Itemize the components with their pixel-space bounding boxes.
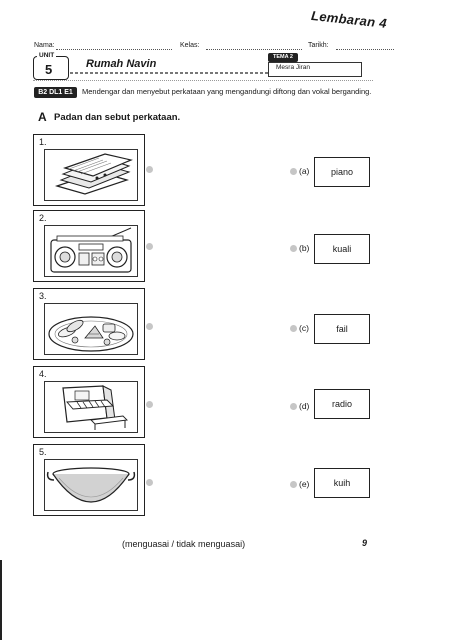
section-title: Padan dan sebut perkataan. bbox=[54, 112, 181, 123]
match-dot-left-5[interactable] bbox=[146, 479, 153, 486]
date-field[interactable] bbox=[336, 49, 394, 50]
match-dot-left-3[interactable] bbox=[146, 323, 153, 330]
match-dot-left-1[interactable] bbox=[146, 166, 153, 173]
item-panel-3 bbox=[33, 288, 145, 360]
option-label-b: (b) bbox=[299, 243, 310, 253]
student-info-row bbox=[34, 42, 394, 56]
piano-icon bbox=[44, 381, 138, 433]
item-panel-2 bbox=[33, 210, 145, 282]
word-box-d: radio bbox=[314, 389, 370, 419]
scan-edge bbox=[0, 560, 2, 640]
word-box-a: piano bbox=[314, 157, 370, 187]
section-letter: A bbox=[38, 110, 47, 124]
item-number: 5. bbox=[39, 447, 47, 457]
header-divider bbox=[33, 80, 373, 81]
unit-number: 5 bbox=[45, 62, 53, 77]
match-dot-right-b[interactable] bbox=[290, 245, 297, 252]
option-label-e: (e) bbox=[299, 479, 310, 489]
match-dot-right-d[interactable] bbox=[290, 403, 297, 410]
item-number: 1. bbox=[39, 137, 47, 147]
item-number: 4. bbox=[39, 369, 47, 379]
item-panel-1 bbox=[33, 134, 145, 206]
word-box-e: kuih bbox=[314, 468, 370, 498]
option-label-a: (a) bbox=[299, 166, 310, 176]
instruction-code-badge: B2 DL1 E1 bbox=[34, 87, 77, 98]
name-field[interactable] bbox=[56, 49, 172, 50]
unit-label: UNIT bbox=[39, 52, 55, 59]
radio-icon bbox=[44, 225, 138, 277]
class-field[interactable] bbox=[206, 49, 302, 50]
class-label: Kelas: bbox=[180, 42, 200, 49]
match-dot-left-4[interactable] bbox=[146, 401, 153, 408]
name-label: Nama: bbox=[34, 42, 55, 49]
sheet-title: Lembaran 4 bbox=[310, 8, 388, 31]
item-number: 3. bbox=[39, 291, 47, 301]
match-dot-right-e[interactable] bbox=[290, 481, 297, 488]
title-underline bbox=[70, 72, 270, 74]
date-label: Tarikh: bbox=[308, 42, 329, 49]
option-label-c: (c) bbox=[299, 323, 309, 333]
page-number: 9 bbox=[362, 538, 368, 548]
instruction-text: Mendengar dan menyebut perkataan yang mengandungi diftong dan vokal berganding. bbox=[82, 87, 372, 96]
match-dot-left-2[interactable] bbox=[146, 243, 153, 250]
kuali-icon bbox=[44, 459, 138, 511]
file-folder-icon bbox=[44, 149, 138, 201]
tema-badge: TEMA 2 bbox=[268, 53, 298, 62]
kuih-icon bbox=[44, 303, 138, 355]
match-dot-right-c[interactable] bbox=[290, 325, 297, 332]
mastery-status: (menguasai / tidak menguasai) bbox=[122, 539, 246, 549]
item-panel-4 bbox=[33, 366, 145, 438]
unit-title: Rumah Navin bbox=[86, 58, 157, 70]
match-dot-right-a[interactable] bbox=[290, 168, 297, 175]
tema-name: Mesra Jiran bbox=[276, 64, 310, 71]
option-label-d: (d) bbox=[299, 401, 310, 411]
word-box-b: kuali bbox=[314, 234, 370, 264]
item-number: 2. bbox=[39, 213, 47, 223]
word-box-c: fail bbox=[314, 314, 370, 344]
item-panel-5 bbox=[33, 444, 145, 516]
